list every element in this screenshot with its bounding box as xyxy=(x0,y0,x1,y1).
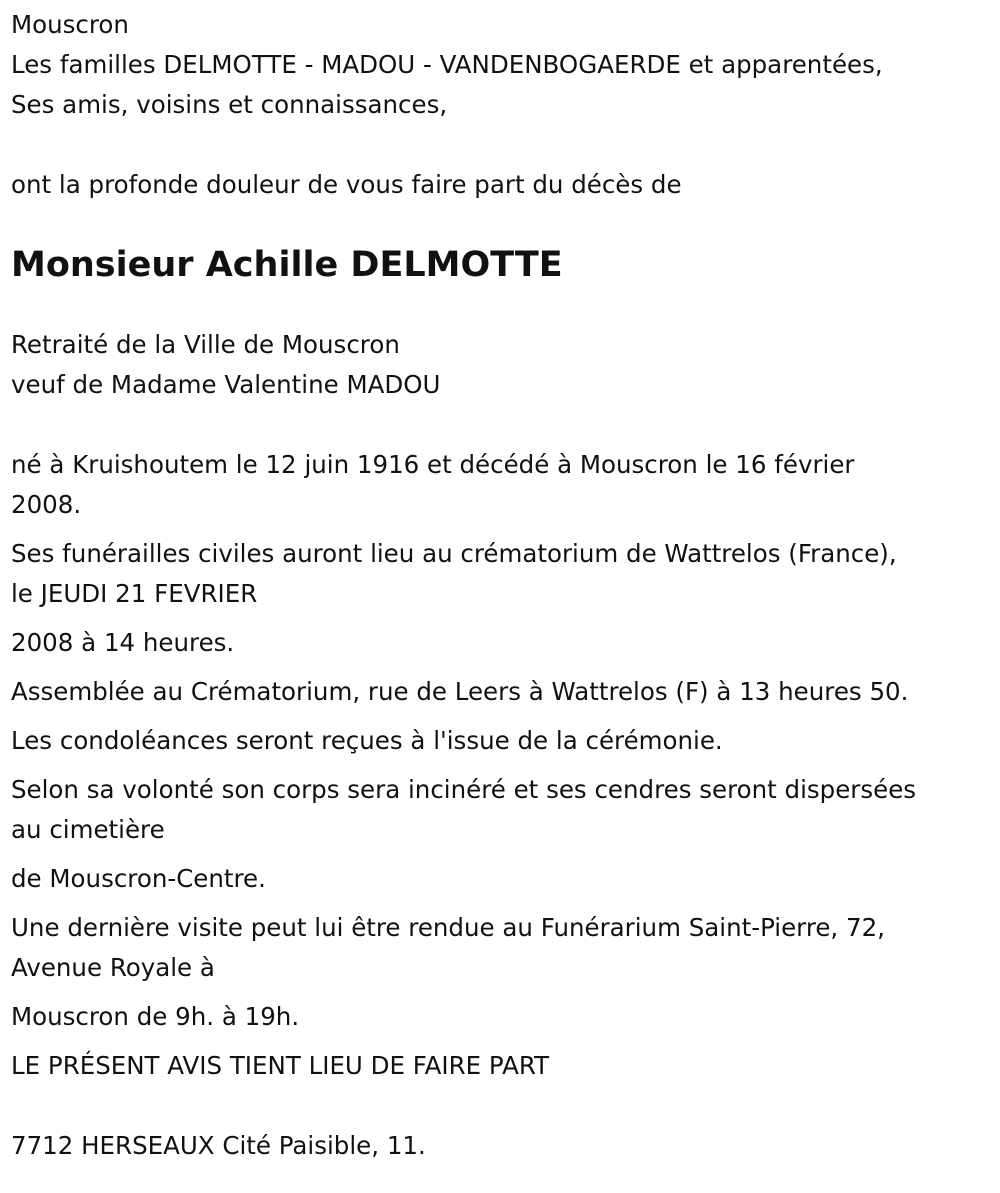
paragraph-gap xyxy=(11,988,996,997)
funeral-date: 2008 à 14 heures. xyxy=(11,628,235,657)
paragraph-gap xyxy=(11,712,996,721)
cemetery-line: de Mouscron-Centre. xyxy=(11,864,266,893)
paragraph-gap xyxy=(11,663,996,672)
blank-line xyxy=(11,405,996,445)
announcement-line: ont la profonde douleur de vous faire part du décès de xyxy=(11,170,682,199)
address-line: 7712 HERSEAUX Cité Paisible, 11. xyxy=(11,1131,426,1160)
visit-line: Une dernière visite peut lui être rendue au Funérarium Saint-Pierre, 72, xyxy=(11,913,885,942)
funeral-line: Ses funérailles civiles auront lieu au crématorium de Wattrelos (France), xyxy=(11,539,897,568)
blank-line xyxy=(11,125,996,165)
ashes-line-2: au cimetière xyxy=(11,815,165,844)
condolences-line: Les condoléances seront reçues à l'issue de la cérémonie. xyxy=(11,726,723,755)
families-line: Les familles DELMOTTE - MADOU - VANDENBOGAERDE et apparentées, xyxy=(11,50,883,79)
notice-statement: LE PRÉSENT AVIS TIENT LIEU DE FAIRE PART xyxy=(11,1051,550,1080)
blank-line xyxy=(11,285,996,325)
paragraph-gap xyxy=(11,761,996,770)
blank-line xyxy=(11,1086,996,1126)
visit-hours-line: Mouscron de 9h. à 19h. xyxy=(11,1002,300,1031)
deceased-name: Monsieur Achille DELMOTTE xyxy=(11,245,563,285)
spouse-line: veuf de Madame Valentine MADOU xyxy=(11,370,441,399)
paragraph-gap xyxy=(11,614,996,623)
city-line: Mouscron xyxy=(11,10,129,39)
paragraph-gap xyxy=(11,525,996,534)
blank-line xyxy=(11,205,996,245)
ashes-line: Selon sa volonté son corps sera incinéré et ses cendres seront dispersées xyxy=(11,775,917,804)
occupation-line: Retraité de la Ville de Mouscron xyxy=(11,330,400,359)
birth-death-year: 2008. xyxy=(11,490,82,519)
paragraph-gap xyxy=(11,899,996,908)
friends-line: Ses amis, voisins et connaissances, xyxy=(11,90,448,119)
funeral-day: le JEUDI 21 FEVRIER xyxy=(11,579,258,608)
visit-line-2: Avenue Royale à xyxy=(11,953,215,982)
paragraph-gap xyxy=(11,850,996,859)
paragraph-gap xyxy=(11,1037,996,1046)
death-notice xyxy=(11,5,996,1166)
assembly-line: Assemblée au Crématorium, rue de Leers à Wattrelos (F) à 13 heures 50. xyxy=(11,677,909,706)
birth-death-line: né à Kruishoutem le 12 juin 1916 et décédé à Mouscron le 16 février xyxy=(11,450,855,479)
